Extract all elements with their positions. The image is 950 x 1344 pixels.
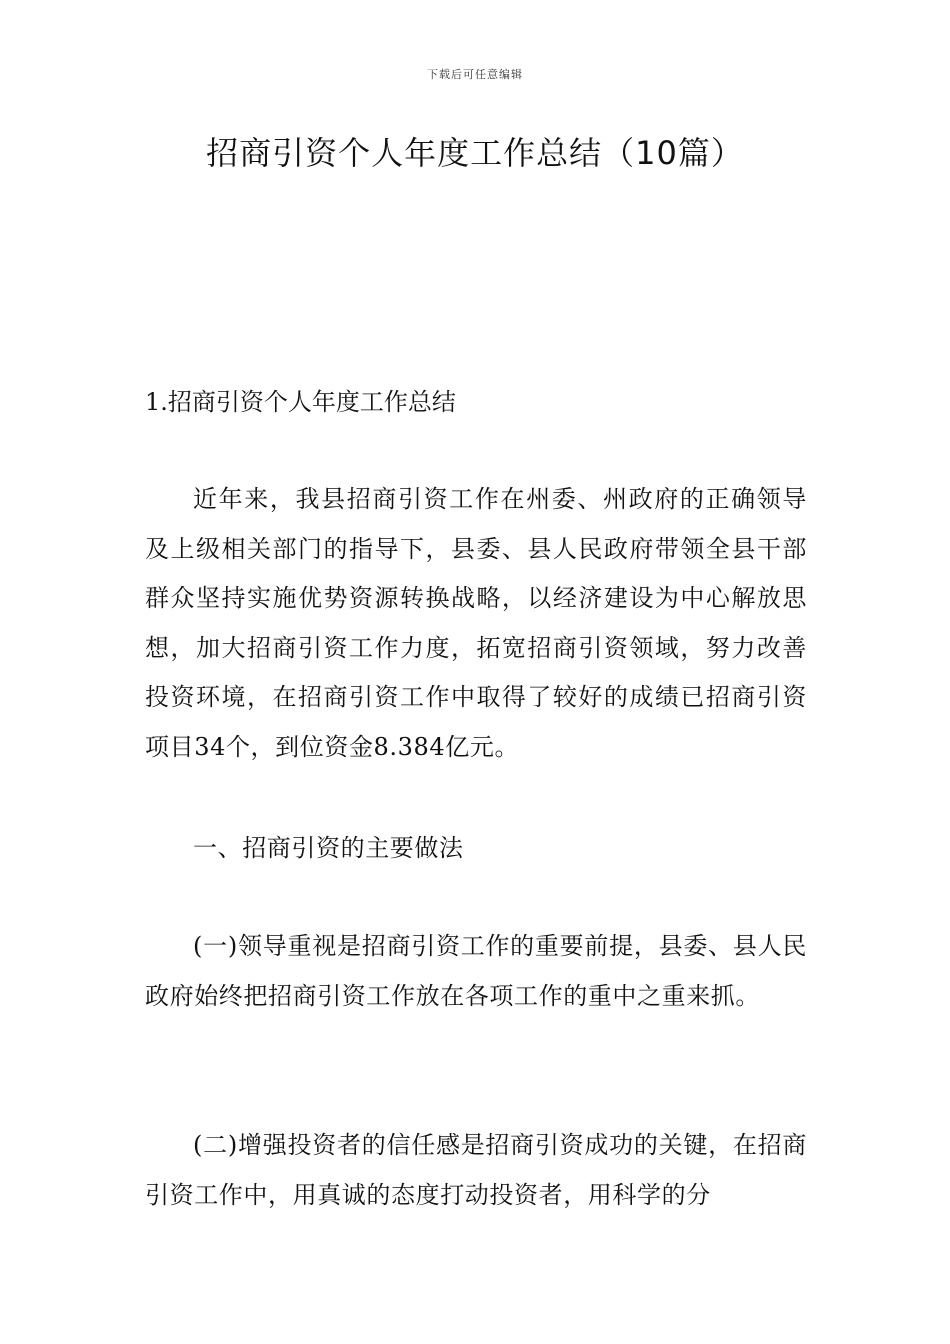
section-heading: 1.招商引资个人年度工作总结 [145, 388, 456, 416]
header-note: 下载后可任意编辑 [427, 68, 523, 81]
document-title: 招商引资个人年度工作总结（10篇） [206, 134, 744, 172]
paragraph-intro: 近年来，我县招商引资工作在州委、州政府的正确领导及上级相关部门的指导下，县委、县人民政府带领全县干部群众坚持实施优势资源转换战略，以经济建设为中心解放思想，加大招商引资工作力度，拓宽招商引资领域，努力改善投资环境，在招商引资工作中取得了较好的成绩已招商引资项目34个，到位资金8.384亿元。 [145, 485, 807, 761]
paragraph-point-1: (一)领导重视是招商引资工作的重要前提，县委、县人民政府始终把招商引资工作放在各项工作的重中之重来抓。 [145, 932, 807, 1010]
paragraph-point-2: (二)增强投资者的信任感是招商引资成功的关键，在招商引资工作中，用真诚的态度打动投资者，用科学的分 [145, 1131, 807, 1209]
paragraph-subheading-methods: 一、招商引资的主要做法 [193, 834, 464, 862]
